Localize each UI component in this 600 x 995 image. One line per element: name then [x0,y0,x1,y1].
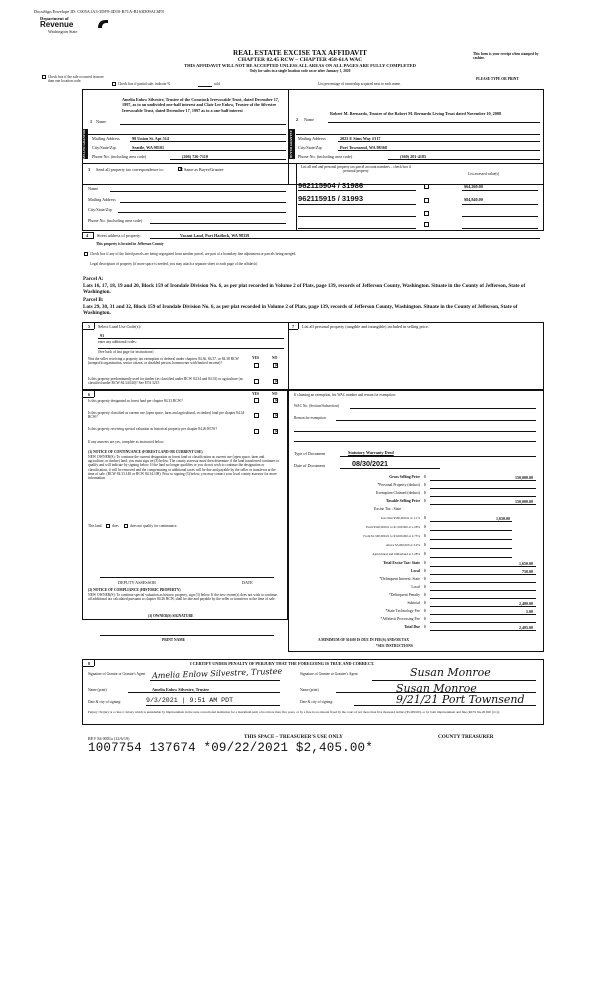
subtotal-amount: 2,400.00 [519,601,533,606]
minimum-fee-note: A MINIMUM OF $10.00 IS DUE IN FEE(S) AND/OR TAX [318,638,409,642]
grantee-signature: Susan Monroe [410,666,491,679]
treasurer-space-label: THIS SPACE – TREASURER'S USE ONLY [244,734,343,740]
sec5-q1: Was the seller receiving a property tax exemption or deferral under chapters 84.36, 84.37, or 84.38 RCW (nonprofit organization, senior citizen, or disabled person, homeowner with limited income)? [88,357,239,366]
sold-label: sold [214,82,220,86]
same-as-buyer-checkbox[interactable] [178,167,182,171]
owner-signature-label: (3) OWNER(S) SIGNATURE [148,614,194,618]
rev-code: REV 84 0001a (12/6/19) [88,736,130,741]
affidavit-fee-label: *Affidavit Processing Fee [380,617,420,621]
multi-location-checkbox[interactable] [42,75,46,79]
local2-label: Local [411,585,420,589]
doc-date: 08/30/2021 [352,459,388,468]
dor-logo [40,16,110,34]
form-warning: THIS AFFIDAVIT WILL NOT BE ACCEPTED UNLESS ALL AREAS ON ALL PAGES ARE FULLY COMPLETED [184,63,416,68]
value-header: List assessed value(s) [468,172,500,176]
seller-mailing-label: Mailing Address [92,136,120,141]
parcel-1-personal-checkbox[interactable] [424,184,429,189]
tech-fee-label: *State Technology Fee [385,609,420,613]
sec4-label: Street address of property: [97,233,142,238]
sec5-q2-yes-checkbox[interactable] [254,379,259,384]
land-does-checkbox[interactable] [106,524,110,528]
notice1-text: NEW OWNER(S): To continue the current designation as forest land or classification as current use (open space, farm and agriculture, or timber) land, you must sign on (3) below. The county assessor must then determine if the land transferred continues to qualify and will indicate by signing below. If the land no longer qualifies or you do not wish to continue the designation or classification, it will be removed and the compensating or additional taxes will be due and payable by the seller or transferor at the time of sale. (RCW 84.33.140 or RCW 84.34.108). Prior to signing (3) below, you may contact your local county assessor for more information. [88,455,280,481]
tier2-label: From $500,000.01 to $1,500,000 at 1.28% [365,525,420,529]
tier5-label: Agricultural and timberland at 1.28% [372,552,420,556]
treasurer-stamp: 1007754 137674 *09/22/2021 $2,405.00* [88,741,373,755]
seller-num: 1 [90,119,93,124]
parcel-2-number: 962115915 / 31993 [298,194,364,203]
gross-amount: 150,000.00 [515,475,533,480]
buyer-phone: (360) 201-4185 [400,154,427,159]
land-does-not-label: does not qualify for continuance. [130,524,178,528]
dept-line1: Department of [40,16,69,21]
see-instructions-note: *SEE INSTRUCTIONS [376,644,413,648]
tech-fee-amount: 5.00 [526,609,533,614]
sec5-yes: YES [252,356,259,360]
land-does-not-checkbox[interactable] [124,524,128,528]
same-as-buyer-label: Same as Buyer/Grantee [184,167,224,172]
doc-type-label: Type of Document [294,451,326,456]
buyer-mailing: 2023 E Sims Way #317 [340,136,381,141]
tier1-amount: 1,650.00 [496,516,510,521]
seller-phone: (206) 726-7110 [182,154,208,159]
envelope-id: DocuSign Envelope ID: C005A1A3-3DF9-4D10-B71A-B163D09AC6F8 [34,9,164,14]
gross-label: Gross Selling Price [389,475,420,479]
see-back-note: (See back of last page for instructions) [98,350,154,354]
exemption-claim-label: If claiming an exemption, list WAC number and reason for exemption: [294,393,396,397]
partial-sale-label: Check box if partial sale, indicate % [118,82,171,86]
partial-sale-checkbox[interactable] [112,82,116,86]
buyer-name-label: Name [304,117,314,122]
grantee-name-label: Name (print) [300,688,319,692]
parcel-a-title: Parcel A: [83,276,104,282]
doc-date-label: Date of Document [294,463,325,468]
subtotal-label: Subtotal [407,601,420,605]
land-use-label: Select Land Use Code(s): [98,324,141,329]
buyer-num: 2 [296,117,299,122]
seller-city-label: City/State/Zip [92,145,116,150]
deputy-assessor-label: DEPUTY ASSESSOR [118,580,156,585]
sec6-q1-no-checkbox[interactable] [273,398,278,403]
sec5-q2-no-checkbox[interactable] [273,379,278,384]
delinquent-penalty-label: *Delinquent Penalty [388,593,420,597]
sec5-q2: Is this property predominantly used for timber (as classified under RCW 84.34 and 84.33) or agriculture (as classified under RCW 84.34.020)? See ETA 3215 [88,377,243,386]
this-land-label: This land [88,524,102,528]
parcel-b-text: Lots 29, 30, 31 and 32, Block 159 of Irondale Division No. 6, as per plat recorded in Volume 2 of Plats, page 139, records of Jefferson County, Washington. Situate in the County of Jefferson, State of Washington. [83,304,518,316]
sec8-num: 8 [88,661,91,666]
exemption-claimed-label: Exemption Claimed (deduct) [375,491,420,495]
sec3-label: Send all property tax correspondence to: [96,167,164,172]
notice1-title: (1) NOTICE OF CONTINUANCE (FOREST LAND OR CURRENT USE) [88,450,203,454]
sec6-if-any: If any answers are yes, complete as instructed below. [88,440,165,444]
sec6-q3-no-checkbox[interactable] [273,429,278,434]
parcel-2-personal-checkbox[interactable] [424,198,429,203]
dor-mark-icon [96,18,110,30]
multi-location-label: Check box if the sale occurred in more than one location code. [48,75,104,84]
local-label: Local [410,569,420,573]
exemption-reason-label: Reason for exemption [294,416,326,420]
property-address: Vacant Land, Port Hadlock, WA 98339 [180,233,250,238]
sec6-q3: Is this property receiving special valuation as historical property per chapter 84.26 RCW? [88,427,218,431]
buyer-name: Robert M. Bernardo, Trustee of the Robert M. Bernardo Living Trust dated November 10, 2008 [330,111,502,116]
sec6-no: NO [272,392,278,396]
dept-line2: Revenue [40,20,74,29]
sec5-no: NO [272,356,278,360]
sec6-yes: YES [252,392,259,396]
certify-text: I CERTIFY UNDER PENALTY OF PERJURY THAT THE FOREGOING IS TRUE AND CORRECT. [190,661,375,666]
sec6-q2: Is this property classified as current use (open space, farm and agricultural, or timber) land per chapter 84.34 RCW? [88,411,245,420]
grantor-date: 9/3/2021 | 9:51 AM PDT [146,697,234,704]
sec3-city-label: City/State/Zip [88,207,112,212]
seller-side-label: SELLER GRANTOR [82,129,86,159]
grantor-name-label: Name (print) [88,688,107,692]
total-due-amount: 2,405.00 [519,625,533,630]
grantor-signature: Amelia Enlow Silvestre, Trustee [151,666,283,681]
land-use-code: 91 [100,333,105,338]
grantee-date: 9/21/21 Port Townsend [396,693,525,706]
delinquent-interest-label: *Delinquent Interest: State [379,577,420,581]
seller-phone-label: Phone No. (including area code) [92,154,147,159]
parcel-b-title: Parcel B: [83,297,104,303]
notice2-title: (2) NOTICE OF COMPLIANCE (HISTORIC PROPERTY) [88,588,181,592]
sec3-mailing-label: Mailing Address [88,197,116,202]
dept-line3: Washington State [48,29,78,34]
form-only-for: Only for sales in a single location code on or after January 1, 2020 [249,69,351,73]
form-subtitle: CHAPTER 82.45 RCW – CHAPTER 458-61A WAC [237,57,363,63]
grantee-name: Susan Monroe [396,682,477,695]
parcel-1-value: $64,260.00 [464,184,483,189]
legal-note: Legal description of property (if more space is needed, you may attach a separate sheet to each page of the affidavit) [90,262,258,266]
form-title: REAL ESTATE EXCISE TAX AFFIDAVIT [233,49,367,57]
parcel-header: List all real and personal property tax parcel account numbers – check box if personal property [300,165,412,174]
type-note: PLEASE TYPE OR PRINT [476,77,519,81]
seller-mailing: 98 Union St. Apt 514 [132,136,169,141]
buyer-mailing-label: Mailing Address [298,136,326,141]
grantor-date-label: Date & city of signing: [88,700,122,704]
doc-type: Statutory Warranty Deed [348,450,394,455]
land-does-label: does [112,524,119,528]
ownership-note: List percentage of ownership acquired next to each name. [318,82,401,86]
seller-city: Seattle, WA 98101 [132,145,165,150]
personal-property-label: *Personal Property (deduct) [377,483,420,487]
buyer-city-label: City/State/Zip [298,145,322,150]
sec6-q1-yes-checkbox[interactable] [254,398,259,403]
tier3-label: From $1,500,000.01 to $3,000,000 at 2.75% [363,534,420,538]
segregated-label: Check box if any of the listed parcels are being segregated from another parcel, are part of a boundary line adjustment or parcels being merged. [90,252,297,256]
sec3-phone-label: Phone No. (including area code) [88,218,143,223]
perjury-warning: Perjury: Perjury is a class C felony which is punishable by imprisonment in the state correctional institution for a maximum term of not more than five years, or by a fine in an amount fixed by the court of not more than five thousand dollars ($5,000.00), or by both imprisonment and fine (RCW 9A.20.020 (1C)). [88,710,500,714]
sec7-label: List all personal property (tangible and intangible) included in selling price. [302,324,429,329]
parcel-3-personal-checkbox[interactable] [424,211,429,216]
buyer-phone-label: Phone No. (including area code) [298,154,353,159]
sec6-q1: Is this property designated as forest land per chapter 84.33 RCW? [88,399,183,403]
grantee-sig-label: Signature of Grantee or Grantee's Agent [300,672,358,676]
segregated-checkbox[interactable] [84,252,88,256]
parcel-4-personal-checkbox[interactable] [424,222,429,227]
sec3-name-label: Name [88,186,98,191]
additional-codes-label: enter any additional codes: [98,340,137,344]
tier4-label: Above $3,000,000 at 3.0% [385,543,420,547]
sec7-num: 7 [292,324,295,329]
parcel-a-text: Lots 16, 17, 18, 19 and 20, Block 159 of Irondale Division No. 6, as per plat recorded in Volume 2 of Plats, page 139, records of Jefferson County, Washington. Situate in the County of Jefferson, State of Washington. [83,283,526,295]
sec5-num: 5 [88,324,91,329]
grantee-date-label: Date & city of signing: [300,700,334,704]
notice2-text: NEW OWNER(S): To continue special valuation as historic property, sign (3) below. If the new owner(s) does not wish to continue, all additional tax calculated pursuant to chapter 84.26 RCW, shall be due and payable by the seller or transferor at the time of sale. [88,593,278,602]
sec6-q2-no-checkbox[interactable] [273,413,278,418]
seller-name: Amelia Enlow Silvestre, Trustee of the Comstock Irrevocable Trust, dated December 17, 1997, as to an undivided one-half interest and Clair Lee Enlow, Trustee of the Silvestre Irrevocable Trust, dated December 17, 1997 as to a one-half interest [122,97,279,113]
excise-state-label: Excise Tax : State [374,507,402,511]
buyer-side-label: BUYER GRANTEE [289,130,293,158]
local-amount: 750.00 [522,569,533,574]
tier1-label: Less than $500,000.01 at 1.1% [380,516,420,520]
grantor-name: Amelia Enlow Silvestre, Trustee [152,687,209,692]
receipt-note: This form is your receipt when stamped by cashier. [473,52,539,61]
sec6-num: 6 [88,392,91,397]
sec5-q1-yes-checkbox[interactable] [254,363,259,368]
sec6-q3-yes-checkbox[interactable] [254,429,259,434]
sec6-q2-yes-checkbox[interactable] [254,413,259,418]
sec5-q1-no-checkbox[interactable] [273,363,278,368]
wac-label: WAC No. (Section/Subsection) [294,404,340,408]
sec4-num: 4 [86,233,89,238]
print-name-label: PRINT NAME [162,638,185,642]
taxable-label: Taxable Selling Price [385,499,420,503]
total-due-label: Total Due [404,625,420,629]
parcel-1-number: 962115904 / 31986 [298,181,364,190]
buyer-city: Port Townsend, WA 98368 [340,145,387,150]
total-state-label: Total Excise Tax: State [383,561,420,565]
seller-name-label: Name [96,119,106,124]
taxable-amount: 150,000.00 [515,499,533,504]
grantor-sig-label: Signature of Grantor or Grantor's Agent [88,672,146,676]
property-county: This property is located in Jefferson County [96,242,164,246]
parcel-2-value: $84,840.00 [464,197,483,202]
total-state-amount: 1,650.00 [519,561,533,566]
deputy-date-label: DATE [242,580,253,585]
county-treasurer-label: COUNTY TREASURER [438,734,494,740]
sec3-num: 3 [88,167,91,172]
